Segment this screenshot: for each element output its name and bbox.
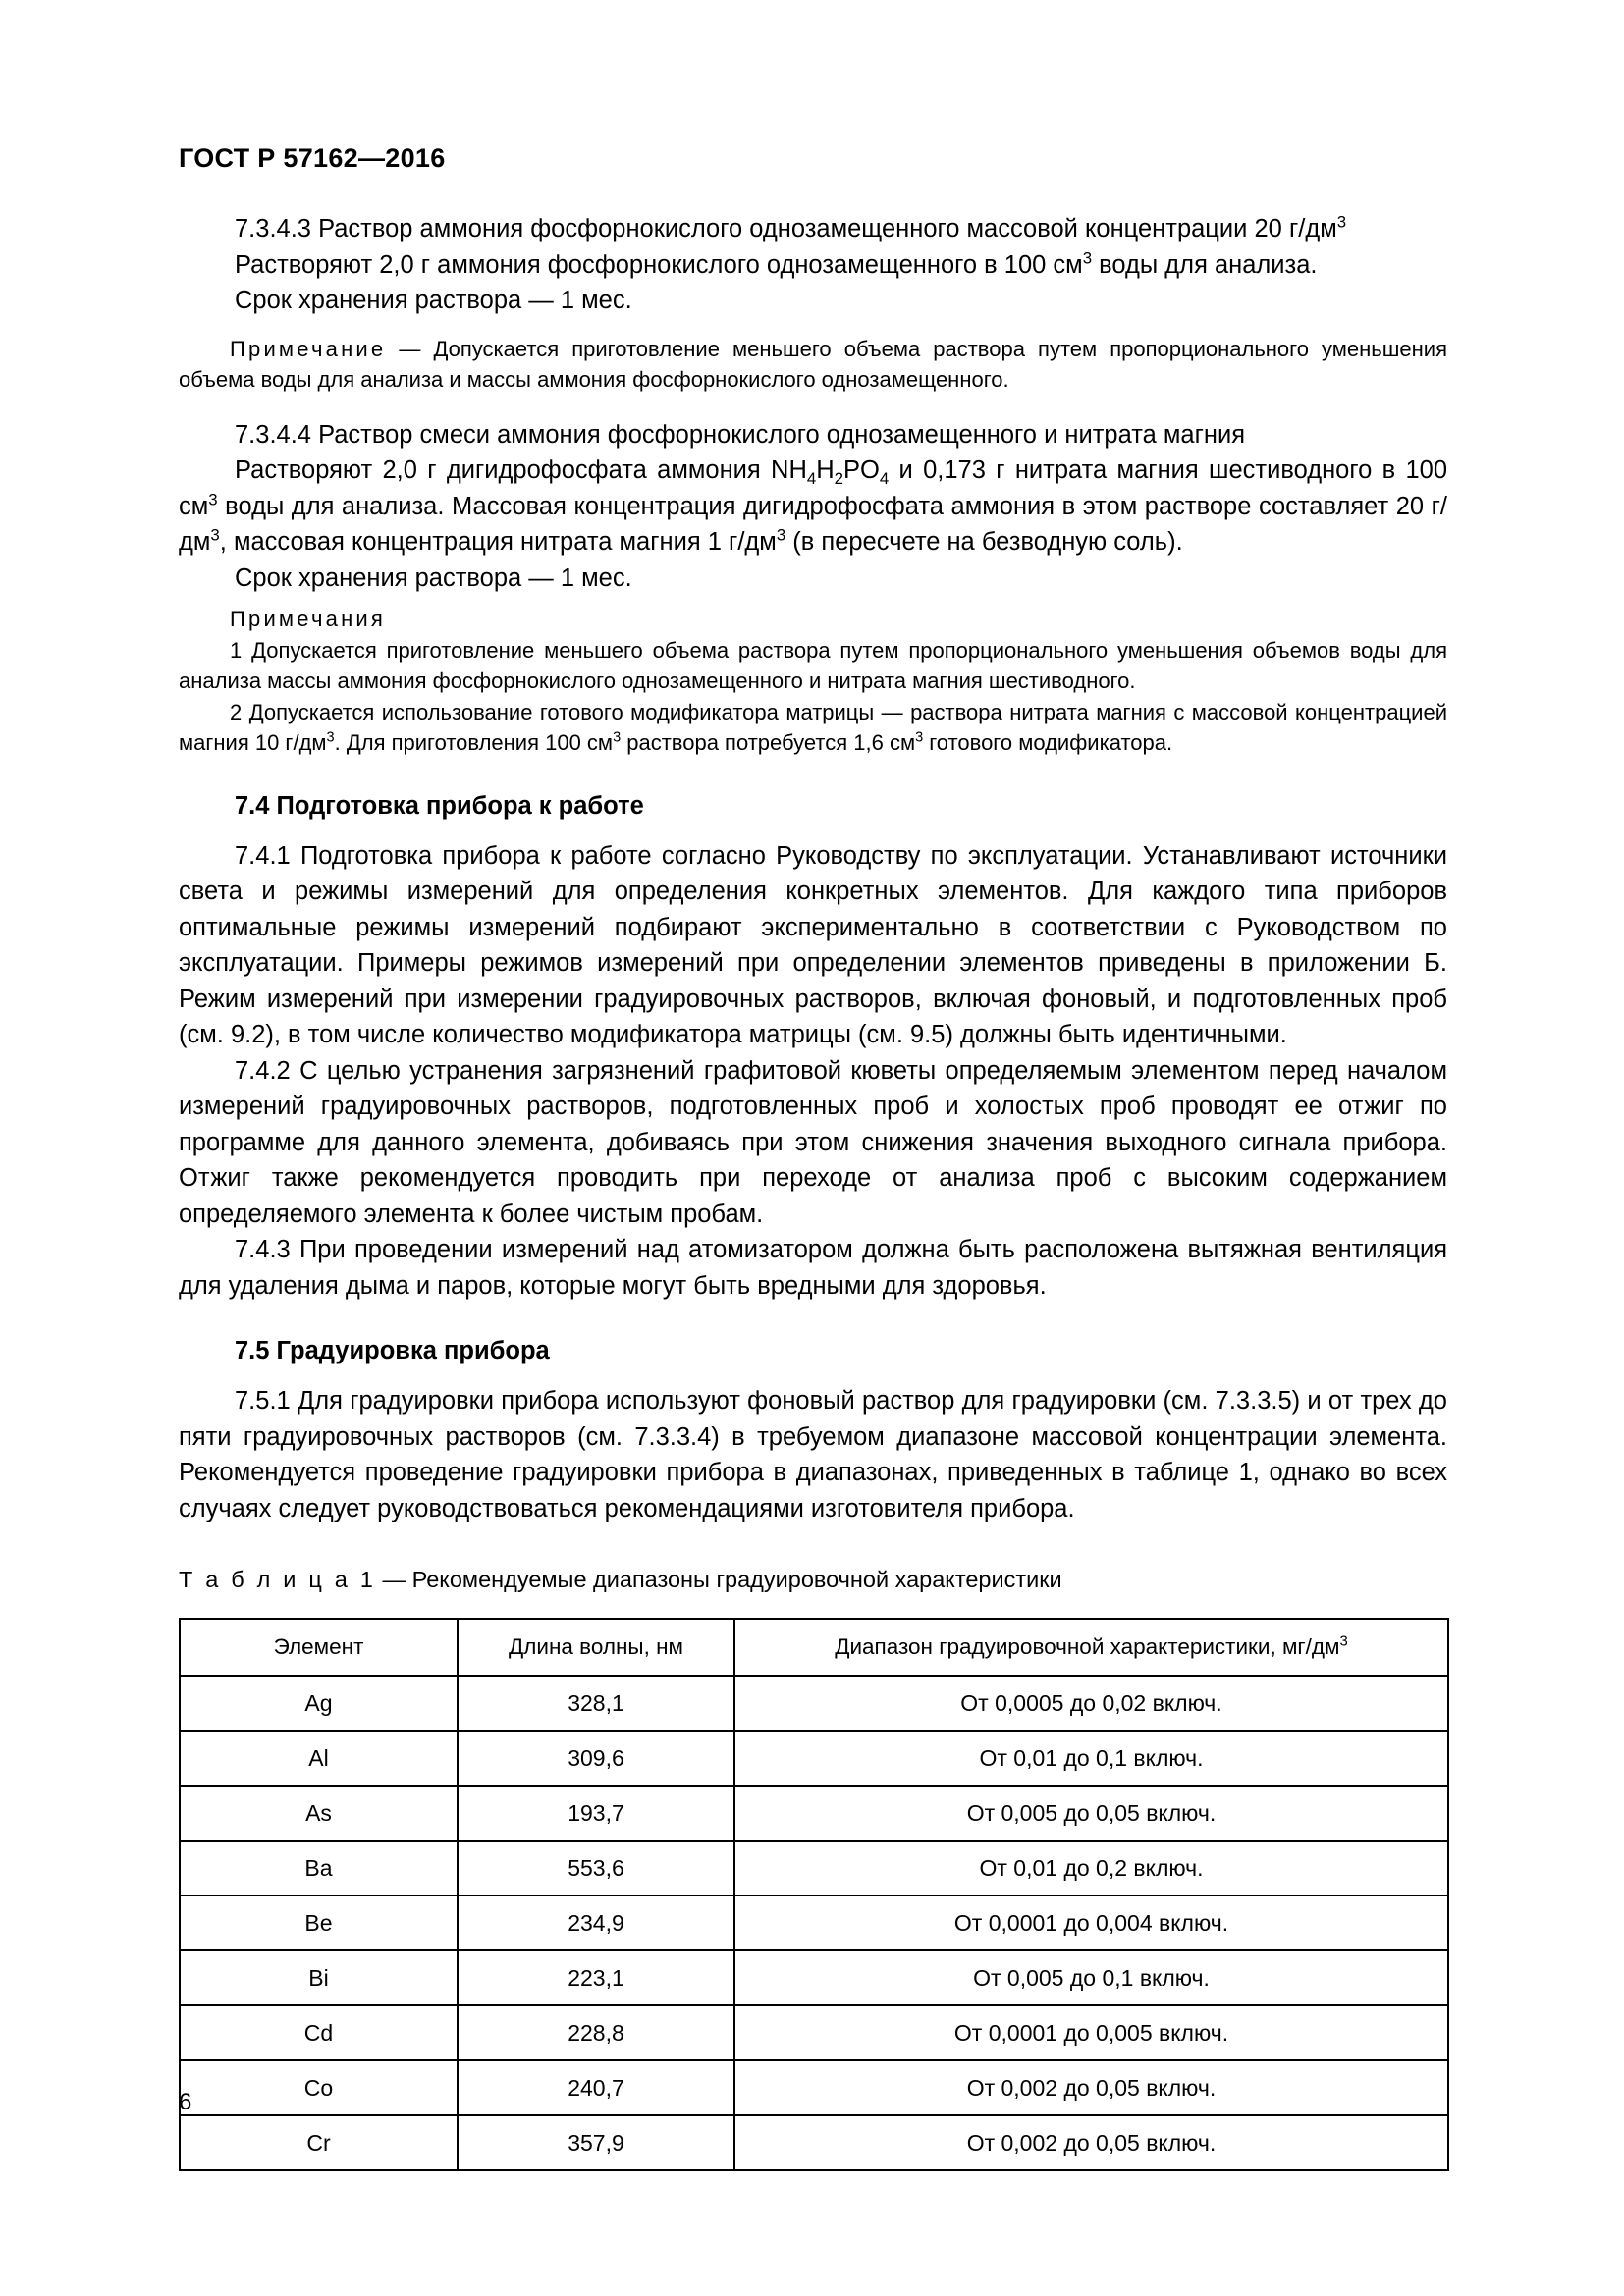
note-single-text: Допускается приготовление меньшего объема раствора путем пропорционального уменьшения объема воды для анализа и массы аммония фосфорнокислого однозамещенного.: [179, 336, 1447, 392]
note-2-sup-2: 3: [613, 729, 622, 746]
cell-range: От 0,002 до 0,05 включ.: [734, 2115, 1448, 2170]
clause-7-4-3-number: 7.4.3: [235, 1236, 291, 1263]
table-row: [180, 1896, 1448, 1950]
notes-label-text: Примечания: [230, 607, 387, 631]
clause-7-5-1-number: 7.5.1: [235, 1387, 291, 1415]
cell-wavelength: 357,9: [458, 2115, 734, 2170]
para-dissolve-1-part2: воды для анализа.: [1092, 250, 1318, 279]
cell-element: Bi: [180, 1950, 458, 2005]
cell-range: От 0,005 до 0,05 включ.: [734, 1786, 1448, 1841]
section-7-5-heading: [179, 1333, 1447, 1368]
cell-wavelength: 240,7: [458, 2060, 734, 2115]
note-1: [179, 635, 1447, 697]
cell-wavelength: 309,6: [458, 1731, 734, 1786]
para-shelf-life-2: Срок хранения раствора — 1 мес.: [235, 563, 632, 592]
clause-7-4-2: [179, 1053, 1447, 1233]
clause-7-3-4-3: [179, 211, 1447, 247]
clause-7-5-1: [179, 1383, 1447, 1526]
cell-range: От 0,0001 до 0,005 включ.: [734, 2005, 1448, 2060]
cell-element: Cr: [180, 2115, 458, 2170]
table-caption-text: Рекомендуемые диапазоны градуировочной характеристики: [411, 1567, 1062, 1592]
formula-sub-1: 4: [806, 469, 817, 489]
column-header-range-superscript: 3: [1339, 1633, 1348, 1650]
clause-7-3-4-4: [179, 417, 1447, 454]
table-row: [180, 1950, 1448, 2005]
clause-7-3-4-3-superscript: 3: [1336, 212, 1347, 232]
table-row: [180, 1676, 1448, 1731]
cell-wavelength: 228,8: [458, 2005, 734, 2060]
clause-7-3-4-3-number: 7.3.4.3: [235, 215, 311, 242]
clause-7-3-4-3-text: Раствор аммония фосфорнокислого однозамещенного массовой концентрации 20 г/дм: [318, 215, 1337, 242]
column-header-wavelength: Длина волны, нм: [458, 1619, 734, 1676]
cell-element: Ba: [180, 1841, 458, 1896]
column-header-range: [734, 1619, 1448, 1676]
table-row: [180, 1841, 1448, 1896]
section-7-4-number: 7.4: [235, 791, 270, 820]
para-dissolve-2-sup-2: 3: [210, 525, 220, 545]
para-dissolve-2-part7: (в пересчете на безводную соль).: [785, 528, 1183, 556]
note-2: [179, 697, 1447, 759]
document-content: [179, 211, 1447, 2171]
table-row: [180, 1786, 1448, 1841]
clause-7-4-3: [179, 1232, 1447, 1304]
note-1-text: Допускается приготовление меньшего объема раствора путем пропорционального уменьшения объемов воды для анализа массы аммония фосфорнокислого однозамещенного и нитрата магния шестиводного.: [179, 637, 1447, 693]
section-7-5-number: 7.5: [235, 1337, 270, 1364]
page-number: 6: [179, 2089, 192, 2115]
cell-element: Al: [180, 1731, 458, 1786]
cell-wavelength: 223,1: [458, 1950, 734, 2005]
note-2-part4: готового модификатора.: [923, 730, 1173, 755]
table-caption-dash: —: [376, 1567, 412, 1592]
para-dissolve-2-part6: , массовая концентрация нитрата магния 1 г/дм: [219, 528, 777, 556]
running-header-standard-number: ГОСТ Р 57162—2016: [179, 143, 446, 173]
para-dissolve-2-part2: H: [816, 456, 835, 484]
cell-wavelength: 234,9: [458, 1896, 734, 1950]
note-1-number: 1: [230, 637, 243, 663]
para-shelf-life-1: Срок хранения раствора — 1 мес.: [235, 287, 632, 314]
formula-sub-2: 2: [834, 469, 844, 489]
note-2-part3: раствора потребуется 1,6 см: [621, 730, 916, 755]
table-row: [180, 2115, 1448, 2170]
clause-7-4-2-text: С целью устранения загрязнений графитовой кюветы определяемым элементом перед началом измерений градуировочных растворов, подготовленных проб и холостых проб проводят ее отжиг по программе для данного элемента, добиваясь при этом снижения значения выходного сигнала прибора. Отжиг также рекомендуется проводить при переходе от анализа проб с высоким содержанием определяемого элемента к более чистым пробам.: [179, 1056, 1447, 1228]
cell-element: Ag: [180, 1676, 458, 1731]
section-7-4-title: Подготовка прибора к работе: [276, 791, 644, 820]
para-dissolve-2-part1: Растворяют 2,0 г дигидрофосфата аммония NH: [235, 456, 807, 484]
para-dissolve-1-superscript: 3: [1082, 248, 1093, 267]
clause-7-3-4-4-number: 7.3.4.4: [235, 420, 311, 449]
para-dissolve-2: [179, 453, 1447, 561]
note-2-number: 2: [230, 699, 243, 724]
note-2-sup-1: 3: [326, 729, 335, 746]
note-2-sup-3: 3: [915, 729, 924, 746]
formula-sub-3: 4: [879, 469, 890, 489]
cell-range: От 0,002 до 0,05 включ.: [734, 2060, 1448, 2115]
cell-element: Co: [180, 2060, 458, 2115]
table-row: [180, 2005, 1448, 2060]
clause-7-4-2-number: 7.4.2: [235, 1056, 291, 1085]
cell-element: As: [180, 1786, 458, 1841]
para-dissolve-2-part4: и 0,173 г нитрата магния шестиводного в 100 см: [179, 456, 1448, 520]
table-row: [180, 2060, 1448, 2115]
note-single-label: Примечание: [230, 336, 387, 361]
table-caption: [179, 1564, 1447, 1596]
column-header-element: Элемент: [180, 1619, 458, 1676]
table-header-row: [180, 1619, 1448, 1676]
cell-range: От 0,005 до 0,1 включ.: [734, 1950, 1448, 2005]
note-single-dash: —: [386, 336, 434, 361]
para-dissolve-2-part5: воды для анализа. Массовая концентрация дигидрофосфата аммония в этом растворе составляет 20 г/дм: [179, 492, 1447, 556]
clause-7-5-1-text: Для градуировки прибора используют фоновый раствор для градуировки (см. 7.3.3.5) и от трех до пяти градуировочных растворов (см. 7.3.3.4) в требуемом диапазоне массовой концентрации элемента. Рекомендуется проведение градуировки прибора в диапазонах, приведенных в таблице 1, однако во всех случаях следует руководствоваться рекомендациями изготовителя прибора.: [179, 1387, 1447, 1522]
notes-label: [179, 604, 1447, 635]
para-dissolve-2-sup-1: 3: [208, 490, 218, 508]
cell-wavelength: 193,7: [458, 1786, 734, 1841]
cell-wavelength: 553,6: [458, 1841, 734, 1896]
para-dissolve-2-part3: PO: [843, 456, 880, 484]
clause-7-4-1-text: Подготовка прибора к работе согласно Руководству по эксплуатации. Устанавливают источники света и режимы измерений для определения конкретных элементов. Для каждого типа приборов оптимальные режимы измерений подбирают экспериментально в соответствии с Руководством по эксплуатации. Примеры режимов измерений при определении элементов приведены в приложении Б. Режим измерений при измерении градуировочных растворов, включая фоновый, и подготовленных проб (см. 9.2), в том числе количество модификатора матрицы (см. 9.5) должны быть идентичными.: [179, 841, 1447, 1048]
para-dissolve-2-sup-3: 3: [776, 525, 786, 545]
column-header-range-text: Диапазон градуировочной характеристики, мг/дм: [835, 1634, 1340, 1659]
section-7-5-title: Градуировка прибора: [276, 1337, 550, 1364]
cell-element: Cd: [180, 2005, 458, 2060]
clause-7-4-1: [179, 838, 1447, 1053]
note-single: [179, 334, 1447, 396]
cell-range: От 0,0005 до 0,02 включ.: [734, 1676, 1448, 1731]
cell-range: От 0,01 до 0,1 включ.: [734, 1731, 1448, 1786]
cell-wavelength: 328,1: [458, 1676, 734, 1731]
table-caption-label: Т а б л и ц а 1: [179, 1567, 377, 1592]
note-2-part2: . Для приготовления 100 см: [334, 730, 614, 755]
para-dissolve-1: [179, 247, 1447, 284]
table-row: [180, 1731, 1448, 1786]
cell-range: От 0,0001 до 0,004 включ.: [734, 1896, 1448, 1950]
clause-7-4-1-number: 7.4.1: [235, 841, 291, 870]
calibration-ranges-table: [179, 1618, 1449, 2171]
note-2-part1: Допускается использование готового модификатора матрицы — раствора нитрата магния с массовой концентрацией магния 10 г/дм: [179, 699, 1447, 755]
cell-element: Be: [180, 1896, 458, 1950]
clause-7-3-4-4-title: Раствор смеси аммония фосфорнокислого однозамещенного и нитрата магния: [318, 420, 1246, 449]
section-7-4-heading: [179, 788, 1447, 824]
clause-7-4-3-text: При проведении измерений над атомизатором должна быть расположена вытяжная вентиляция для удаления дыма и паров, которые могут быть вредными для здоровья.: [179, 1236, 1447, 1300]
para-dissolve-1-part1: Растворяют 2,0 г аммония фосфорнокислого однозамещенного в 100 см: [235, 250, 1083, 279]
cell-range: От 0,01 до 0,2 включ.: [734, 1841, 1448, 1896]
